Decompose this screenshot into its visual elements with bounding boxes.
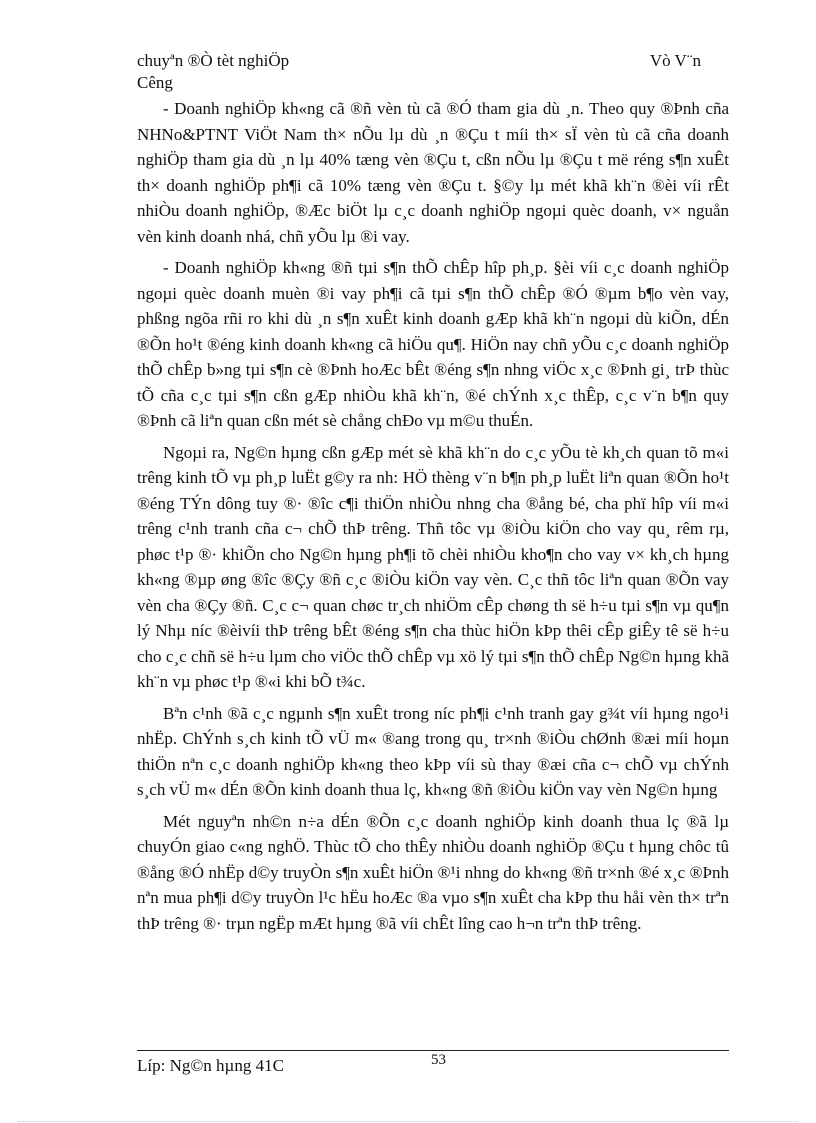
footer-divider: [137, 1050, 729, 1051]
header-thesis-title: chuyªn ®Ò tèt nghiÖp: [137, 51, 290, 70]
paragraph-capital-shortage: - Doanh nghiÖp kh«ng cã ®ñ vèn tù cã ®Ó tham gia dù ¸n. Theo quy ®Þnh cña NHNo&PTNT ViÖt Nam th× nÕu lµ dù ¸n ®Çu t míi th× sÏ vèn tù cã cña doanh nghiÖp tham gia dù ¸n lµ 40% tæng vèn ®Çu t, cßn nÕu lµ ®Çu t më réng s¶n xuÊt th× doanh nghiÖp ph¶i cã 10% tæng vèn ®Çu t. §©y lµ mét khã kh¨n ®èi víi rÊt nhiÒu doanh nghiÖp, ®Æc biÖt lµ c¸c doanh nghiÖp ngoµi quèc doanh, v× nguån vèn kinh doanh nhá, chñ yÕu lµ ®i vay.: [137, 99, 729, 246]
paragraph-competition: Bªn c¹nh ®ã c¸c ngµnh s¶n xuÊt trong níc ph¶i c¹nh tranh gay g¾t víi hµng ngo¹i nhËp. ChÝnh s¸ch kinh tÕ vÜ m« ®ang trong qu¸ tr×nh ®iÒu chØnh ®æi míi hoµn thiÖn nªn c¸c doanh nghiÖp kh«ng theo kÞp víi sù thay ®æi cña c¬ chÕ vµ chÝnh s¸ch vÜ m« dÉn ®Õn kinh doanh thua lç, kh«ng ®ñ ®iÒu kiÖn vay vèn Ng©n hµng: [137, 703, 729, 799]
paragraph-collateral-shortage: - Doanh nghiÖp kh«ng ®ñ tµi s¶n thÕ chÊp hîp ph¸p. §èi víi c¸c doanh nghiÖp ngoµi quèc doanh muèn ®i vay ph¶i cã tµi s¶n thÕ chÊp ®Ó ®µm b¶o vèn vay, phßng ngõa rñi ro khi dù ¸n s¶n xuÊt kinh doanh gÆp khã kh¨n ngoµi dù kiÕn, dÉn ®Õn ho¹t ®éng kinh doanh kh«ng cã hiÖu qu¶. HiÖn nay chñ yÕu c¸c doanh nghiÖp thÕ chÊp b»ng tµi s¶n cè ®Þnh hoÆc bÊt ®éng s¶n nhng viÖc x¸c ®Þnh gi¸ trÞ thùc tÕ cña c¸c tµi s¶n cßn gÆp nhiÒu khã kh¨n, ®é chÝnh x¸c thÊp, c¸c v¨n b¶n quy ®Þnh cã liªn quan cßn mét sè chång chÐo vµ m©u thuÉn.: [137, 258, 729, 430]
page-edge-divider: [18, 1121, 798, 1122]
body-text: [137, 96, 729, 942]
page-header: [137, 50, 729, 94]
header-author-continued: Cêng: [137, 73, 173, 92]
footer-class-label: Líp: Ng©n hµng 41C: [137, 1056, 284, 1075]
paragraph-technology-transfer: Mét nguyªn nh©n n÷a dÉn ®Õn c¸c doanh nghiÖp kinh doanh thua lç ®ã lµ chuyÓn giao c«ng nghÖ. Thùc tÕ cho thÊy nhiÒu doanh nghiÖp ®Çu t hµng chôc tû ®ång ®Ó nhËp d©y truyÒn s¶n xuÊt hiÖn ®¹i nhng do kh«ng ®ñ tr×nh ®é x¸c ®Þnh nªn mua ph¶i d©y truyÒn l¹c hËu hoÆc ®a vµo s¶n xuÊt cha kÞp thu håi vèn th× trªn thÞ trêng ®· trµn ngËp mÆt hµng ®ã víi chÊt lîng cao h¬n trªn thÞ trêng.: [137, 811, 729, 933]
header-author-name: Vò V¨n: [649, 51, 701, 70]
paragraph-legal-environment: Ngoµi ra, Ng©n hµng cßn gÆp mét sè khã kh¨n do c¸c yÕu tè kh¸ch quan tõ m«i trêng kinh tÕ vµ ph¸p luËt g©y ra nh: HÖ thèng v¨n b¶n ph¸p luËt liªn quan ®Õn ho¹t ®éng TÝn dông tuy ®· ®îc c¶i thiÖn nhiÒu nhng cha ®ång bé, cha phï hîp víi m«i trêng c¹nh tranh cña c¬ chÕ thÞ trêng. Thñ tôc vµ ®iÒu kiÖn cho vay qu¸ rêm rµ, phøc t¹p ®· khiÕn cho Ng©n hµng ph¶i tõ chèi nhiÒu kho¶n cho vay v× kh¸ch hµng kh«ng ®µp øng ®îc ®Çy ®ñ c¸c ®iÒu kiÖn vay vèn. C¸c thñ tôc liªn quan ®Õn vay vèn cha ®Çy ®ñ. C¸c c¬ quan chøc tr¸ch nhiÖm cÊp chøng th së h÷u tµi s¶n vµ qu¶n lý Nhµ níc ®èivíi thÞ trêng bÊt ®éng s¶n cha thùc hiÖn kÞp thêi cÊp giÊy tê së h÷u cho c¸c chñ së h÷u lµm cho viÖc thÕ chÊp vµ xö lý tµi s¶n thÕ chÊp Ng©n hµng khã kh¨n vµ phøc t¹p ®«i khi bÕ t¾c.: [137, 442, 729, 691]
page-number: 53: [431, 1052, 446, 1068]
